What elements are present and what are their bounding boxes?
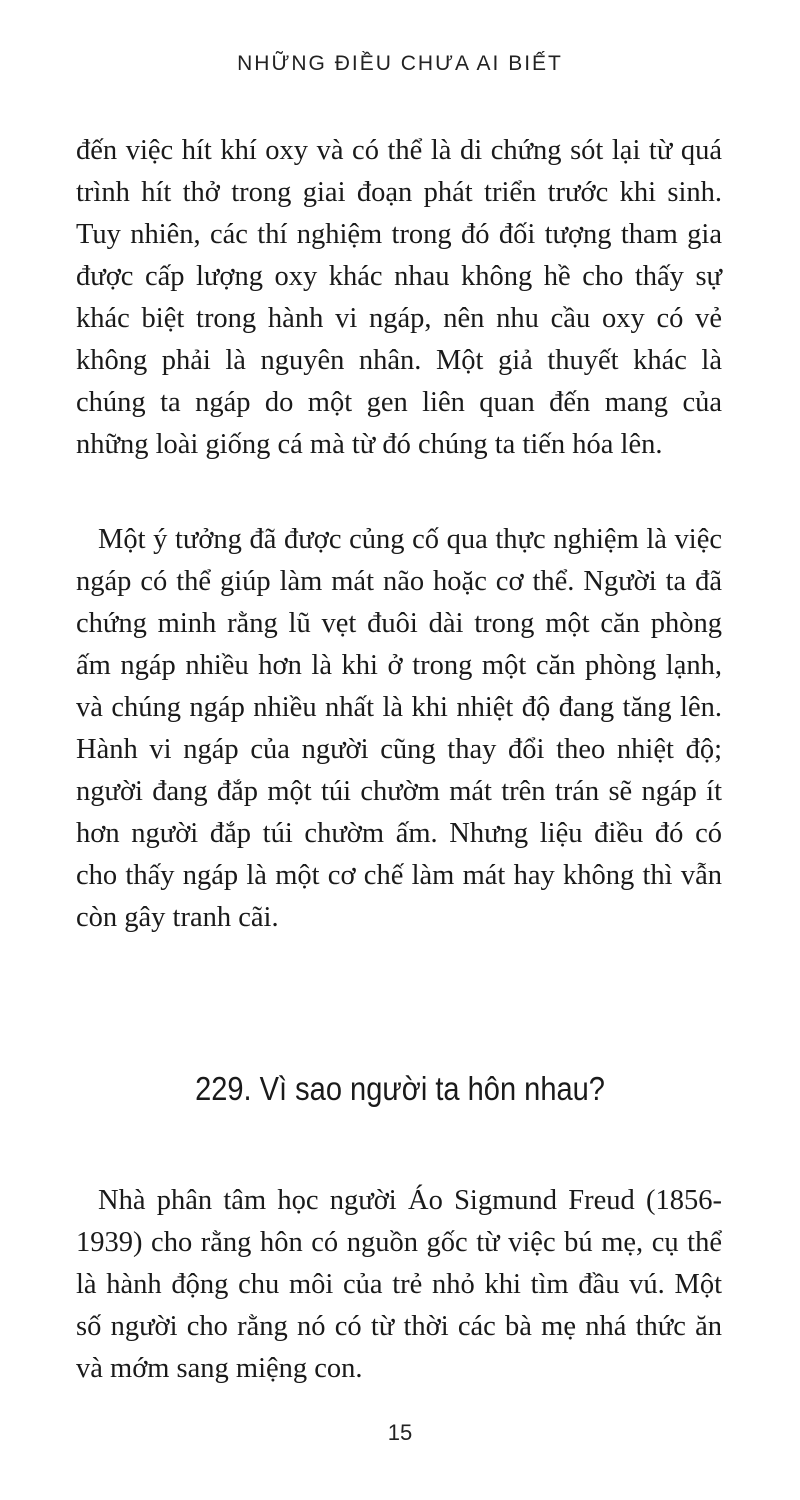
running-header: NHỮNG ĐIỀU CHƯA AI BIẾT [237, 52, 563, 75]
paragraph-kissing: Nhà phân tâm học người Áo Sigmund Freud (1856-1939) cho rằng hôn có nguồn gốc từ việc bú mẹ, cụ thể là hành động chu môi của trẻ nhỏ khi tìm đầu vú. Một số người cho rằng nó có từ thời các bà mẹ nhá thức ăn và mớm sang miệng con. [76, 1185, 722, 1384]
section-heading: 229. Vì sao người ta hôn nhau? [195, 1070, 605, 1107]
paragraph-continuation: đến việc hít khí oxy và có thể là di chứng sót lại từ quá trình hít thở trong giai đoạn phát triển trước khi sinh. Tuy nhiên, các thí nghiệm trong đó đối tượng tham gia được cấp lượng oxy khác nhau không hề cho thấy sự khác biệt trong hành vi ngáp, nên nhu cầu oxy có vẻ không phải là nguyên nhân. Một giả thuyết khác là chúng ta ngáp do một gen liên quan đến mang của những loài giống cá mà từ đó chúng ta tiến hóa lên. [76, 135, 722, 460]
page-number: 15 [387, 1420, 413, 1445]
paragraph-cooling-hypothesis: Một ý tưởng đã được củng cố qua thực nghiệm là việc ngáp có thể giúp làm mát não hoặc cơ thể. Người ta đã chứng minh rằng lũ vẹt đuôi dài trong một căn phòng ấm ngáp nhiều hơn là khi ở trong một căn phòng lạnh, và chúng ngáp nhiều nhất là khi nhiệt độ đang tăng lên. Hành vi ngáp của người cũng thay đổi theo nhiệt độ; người đang đắp một túi chườm mát trên trán sẽ ngáp ít hơn người đắp túi chườm ấm. Nhưng liệu điều đó có cho thấy ngáp là một cơ chế làm mát hay không thì vẫn còn gây tranh cãi. [76, 524, 722, 933]
